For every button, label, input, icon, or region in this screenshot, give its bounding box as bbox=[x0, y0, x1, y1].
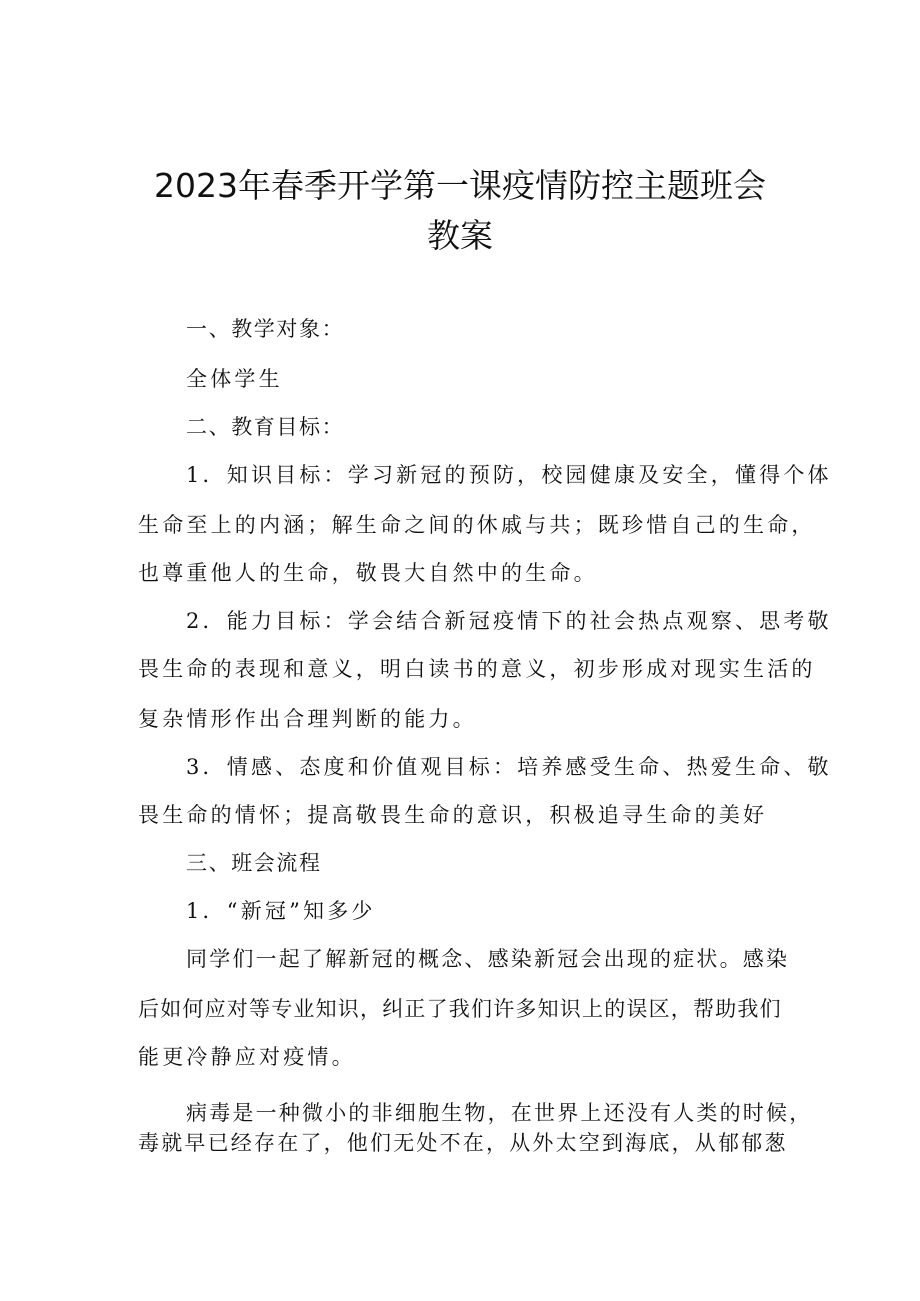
paragraph-2-line-2: 毒就早已经存在了，他们无处不在，从外太空到海底，从郁郁葱 bbox=[138, 1131, 788, 1155]
goal-1-line-3: 也尊重他人的生命，敬畏大自然中的生命。 bbox=[138, 561, 598, 585]
document-title-line-1: 2023年春季开学第一课疫情防控主题班会 bbox=[154, 166, 766, 205]
section-heading-class-process: 三、班会流程 bbox=[186, 851, 322, 875]
goal-2-line-1: 2．能力目标：学会结合新冠疫情下的社会热点观察、思考敬 bbox=[186, 609, 832, 633]
goal-2-line-2: 畏生命的表现和意义，明白读书的意义，初步形成对现实生活的 bbox=[138, 657, 816, 681]
goal-3-line-2: 畏生命的情怀；提高敬畏生命的意识，积极追寻生命的美好 bbox=[138, 803, 768, 827]
section-heading-teaching-target: 一、教学对象： bbox=[186, 317, 345, 341]
paragraph-1-line-2: 后如何应对等专业知识，纠正了我们许多知识上的误区，帮助我们 bbox=[138, 997, 782, 1021]
subsection-covid-knowledge: 1．“新冠”知多少 bbox=[186, 899, 376, 923]
paragraph-teaching-target: 全体学生 bbox=[186, 367, 283, 391]
goal-3-line-1: 3．情感、态度和价值观目标：培养感受生命、热爱生命、敬 bbox=[186, 755, 832, 779]
paragraph-1-line-3: 能更冷静应对疫情。 bbox=[138, 1045, 356, 1069]
section-heading-education-goals: 二、教育目标： bbox=[186, 415, 345, 439]
paragraph-1-line-1: 同学们一起了解新冠的概念、感染新冠会出现的症状。感染 bbox=[186, 947, 790, 971]
goal-1-line-2: 生命至上的内涵；解生命之间的休戚与共；既珍惜自己的生命， bbox=[138, 513, 816, 537]
document-title-line-2: 教案 bbox=[427, 216, 493, 255]
paragraph-2-line-1: 病毒是一种微小的非细胞生物，在世界上还没有人类的时候， bbox=[186, 1101, 813, 1125]
goal-2-line-3: 复杂情形作出合理判断的能力。 bbox=[138, 707, 477, 731]
goal-1-line-1: 1．知识目标：学习新冠的预防，校园健康及安全，懂得个体 bbox=[186, 463, 832, 487]
